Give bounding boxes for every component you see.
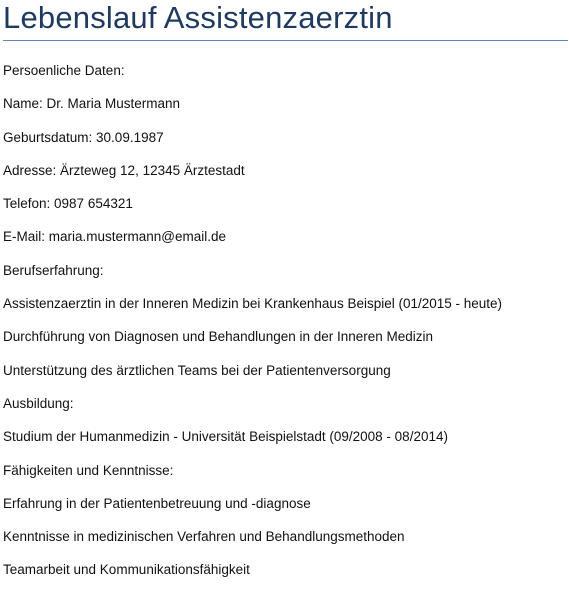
cv-content [3, 61, 502, 594]
section-heading-skills: Fähigkeiten und Kenntnisse: [3, 462, 174, 478]
personal-phone: Telefon: 0987 654321 [3, 196, 133, 212]
section-heading-education: Ausbildung: [3, 395, 74, 411]
education-item: Studium der Humanmedizin - Universität Beispielstadt (09/2008 - 08/2014) [3, 429, 448, 445]
title-divider [3, 40, 568, 41]
personal-address: Adresse: Ärzteweg 12, 12345 Ärztestadt [3, 162, 245, 178]
skill-item: Kenntnisse in medizinischen Verfahren und Behandlungsmethoden [3, 529, 405, 545]
skill-item: Teamarbeit und Kommunikationsfähigkeit [3, 562, 250, 578]
experience-item: Durchführung von Diagnosen und Behandlungen in der Inneren Medizin [3, 329, 434, 345]
experience-item: Assistenzaerztin in der Inneren Medizin bei Krankenhaus Beispiel (01/2015 - heute) [3, 296, 503, 312]
skill-item: Erfahrung in der Patientenbetreuung und -diagnose [3, 495, 311, 511]
personal-name: Name: Dr. Maria Mustermann [3, 96, 181, 112]
personal-birthdate: Geburtsdatum: 30.09.1987 [3, 129, 164, 145]
personal-email: E-Mail: maria.mustermann@email.de [3, 229, 227, 245]
document-title: Lebenslauf Assistenzaerztin [3, 0, 393, 35]
section-heading-personal: Persoenliche Daten: [3, 63, 125, 78]
section-heading-experience: Berufserfahrung: [3, 262, 104, 278]
experience-item: Unterstützung des ärztlichen Teams bei der Patientenversorgung [3, 362, 391, 378]
